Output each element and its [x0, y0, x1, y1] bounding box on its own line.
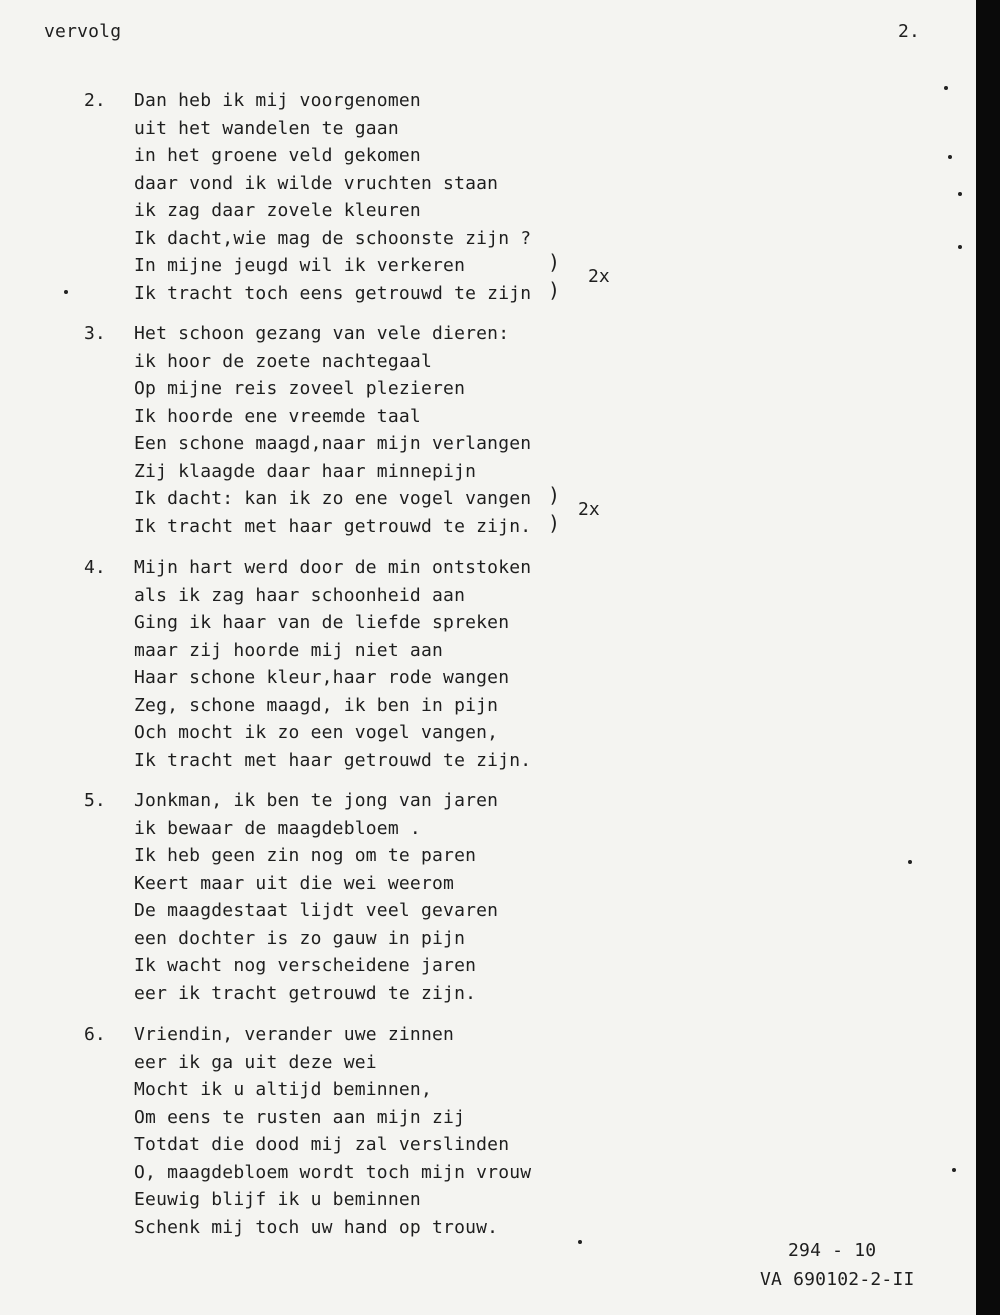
stanza-number: 4. [84, 557, 106, 578]
scan-speck [948, 155, 952, 159]
repeat-bracket: ) [548, 511, 561, 535]
scan-speck [952, 1168, 956, 1172]
repeat-marker: 2x [588, 266, 610, 287]
stanza-number: 3. [84, 323, 106, 344]
stanza-number: 5. [84, 790, 106, 811]
header-continued-label: vervolg [44, 21, 122, 42]
stanza-text: Het schoon gezang van vele dieren: ik hoor de zoete nachtegaal Op mijne reis zoveel plezieren Ik hoorde ene vreemde taal Een schone maagd,naar mijn verlangen Zij klaagde daar haar minnepijn Ik dacht: kan ik zo ene vogel vangen Ik tracht met haar getrouwd te zijn. [134, 323, 532, 537]
repeat-bracket: ) [548, 483, 561, 507]
page-number: 2. [898, 21, 921, 42]
scan-speck [958, 245, 962, 249]
footer-page-ref: 294 - 10 [788, 1240, 877, 1261]
scan-speck [944, 86, 948, 90]
scan-speck [958, 192, 962, 196]
footer-code: VA 690102-2-II [760, 1269, 915, 1290]
stanza-text: Jonkman, ik ben te jong van jaren ik bewaar de maagdebloem . Ik heb geen zin nog om te paren Keert maar uit die wei weerom De maagdestaat lijdt veel gevaren een dochter is zo gauw in pijn Ik wacht nog verscheidene jaren eer ik tracht getrouwd te zijn. [134, 790, 499, 1004]
repeat-bracket: ) [548, 278, 561, 302]
repeat-marker: 2x [578, 499, 600, 520]
scan-speck [578, 1240, 582, 1244]
stanza-text: Vriendin, verander uwe zinnen eer ik ga uit deze wei Mocht ik u altijd beminnen, Om eens te rusten aan mijn zij Totdat die dood mij zal verslinden O, maagdebloem wordt toch mijn vrouw Eeuwig blijf ik u beminnen Schenk mij toch uw hand op trouw. [134, 1024, 532, 1238]
scan-speck [908, 860, 912, 864]
stanza-number: 2. [84, 90, 106, 111]
stanza-text: Mijn hart werd door de min ontstoken als ik zag haar schoonheid aan Ging ik haar van de liefde spreken maar zij hoorde mij niet aan Haar schone kleur,haar rode wangen Zeg, schone maagd, ik ben in pijn Och mocht ik zo een vogel vangen, Ik tracht met haar getrouwd te zijn. [134, 557, 532, 771]
scan-speck [64, 290, 68, 294]
stanza-text: Dan heb ik mij voorgenomen uit het wandelen te gaan in het groene veld gekomen daar vond ik wilde vruchten staan ik zag daar zovele kleuren Ik dacht,wie mag de schoonste zijn ? In mijne jeugd wil ik verkeren Ik tracht toch eens getrouwd te zijn [134, 90, 532, 304]
stanza-number: 6. [84, 1024, 106, 1045]
repeat-bracket: ) [548, 250, 561, 274]
